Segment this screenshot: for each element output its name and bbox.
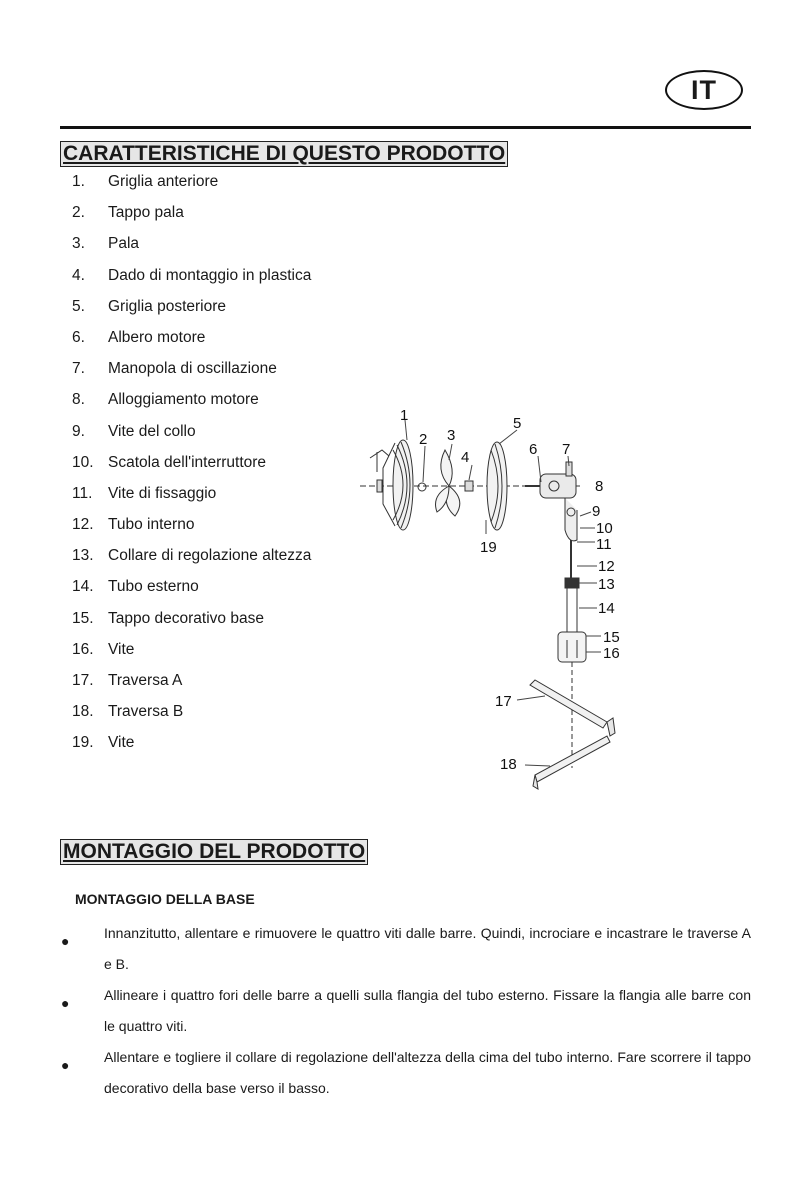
callout-8: 8	[595, 478, 604, 495]
feature-list	[72, 168, 311, 761]
rear-grille-part	[487, 442, 507, 530]
header-rule	[60, 126, 751, 129]
blade-part	[436, 450, 460, 516]
list-item: 16. Vite	[72, 640, 135, 658]
language-badge: IT	[665, 70, 743, 110]
callout-9: 9	[592, 503, 601, 520]
list-item: ● Innanzitutto, allentare e rimuovere le quattro viti dalle barre. Quindi, incrociare e incastrare le traverse A e B.	[61, 925, 751, 972]
list-item: 10. Scatola dell'interruttore	[72, 453, 267, 471]
callout-18: 18	[500, 756, 517, 773]
callout-17: 17	[495, 693, 512, 710]
list-item: ● Allentare e togliere il collare di regolazione dell'altezza della cima del tubo interno. Fare scorrere il tappo decorativo della base verso il basso.	[61, 1049, 751, 1096]
callout-12: 12	[598, 558, 615, 575]
list-item: 13. Collare di regolazione altezza	[72, 547, 312, 565]
callout-11: 11	[596, 536, 612, 553]
outer-tube-part	[567, 588, 577, 632]
list-item: 3. Pala	[72, 235, 140, 253]
bullet-icon: ●	[61, 995, 70, 1011]
callout-4: 4	[461, 449, 470, 466]
list-item: 15. Tappo decorativo base	[72, 609, 264, 627]
assembly-steps	[60, 918, 751, 1104]
list-item: 1. Griglia anteriore	[72, 173, 219, 190]
list-item: 19. Vite	[72, 734, 135, 752]
height-collar-part	[565, 578, 579, 588]
callout-13: 13	[598, 576, 615, 593]
fan-exploded-diagram	[355, 400, 765, 795]
callout-19: 19	[480, 539, 497, 556]
list-item: 14. Tubo esterno	[72, 578, 199, 596]
callout-3: 3	[447, 427, 456, 444]
assembly-title: MONTAGGIO DEL PRODOTTO	[60, 839, 368, 865]
callout-1: 1	[400, 407, 409, 424]
switch-box-part	[565, 498, 577, 541]
list-item: ● Allineare i quattro fori delle barre a quelli sulla flangia del tubo esterno. Fissare la flangia alle barre con le quattro viti.	[61, 987, 751, 1034]
features-title: CARATTERISTICHE DI QUESTO PRODOTTO	[60, 141, 508, 167]
list-item: 12. Tubo interno	[72, 516, 195, 534]
base-assembly-subheading: MONTAGGIO DELLA BASE	[75, 891, 255, 907]
callout-5: 5	[513, 415, 522, 432]
callout-16: 16	[603, 645, 620, 662]
list-item: 9. Vite del collo	[72, 422, 196, 440]
list-item: 2. Tappo pala	[72, 204, 184, 222]
plastic-nut-part	[465, 481, 473, 491]
list-item: 11. Vite di fissaggio	[72, 484, 217, 502]
decorative-cap-part	[558, 632, 586, 662]
list-item: 6. Albero motore	[72, 328, 206, 346]
blade-cap-part	[418, 483, 426, 491]
bullet-icon: ●	[61, 933, 70, 949]
callout-7: 7	[562, 441, 571, 458]
list-item: 7. Manopola di oscillazione	[72, 360, 277, 378]
list-item: 4. Dado di montaggio in plastica	[72, 266, 312, 284]
list-item: 18. Traversa B	[72, 703, 184, 721]
list-item: 17. Traversa A	[72, 672, 183, 689]
bullet-icon: ●	[61, 1057, 70, 1073]
callout-2: 2	[419, 431, 428, 448]
front-grille-part	[370, 440, 413, 530]
callout-14: 14	[598, 600, 615, 617]
callout-10: 10	[596, 520, 613, 537]
motor-housing-part	[540, 462, 576, 498]
list-item: 8. Alloggiamento motore	[72, 391, 259, 409]
callout-6: 6	[529, 441, 538, 458]
callout-15: 15	[603, 629, 620, 646]
list-item: 5. Griglia posteriore	[72, 297, 227, 315]
